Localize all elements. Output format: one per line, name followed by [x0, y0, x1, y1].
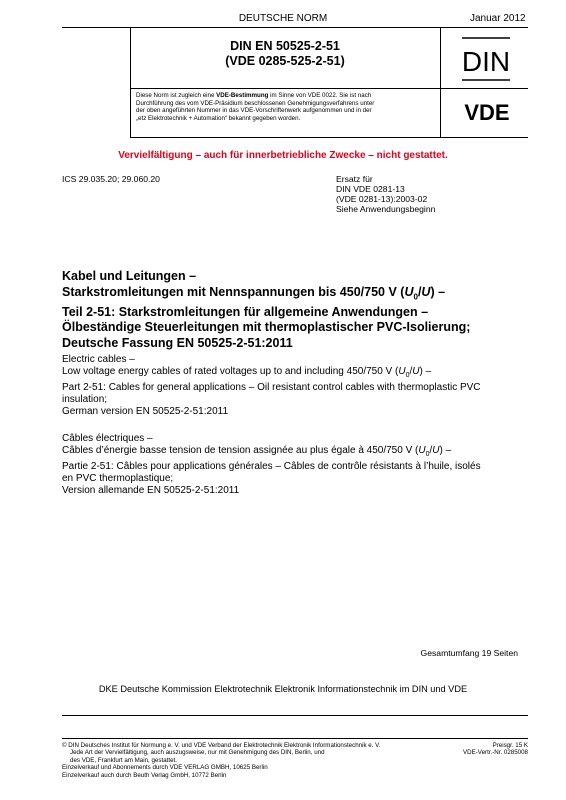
title-line: insulation; [62, 394, 108, 405]
din-logo-text: DIN [461, 46, 511, 77]
price-group: Preisgr. 15 K [492, 742, 528, 749]
title-line: Câbles électriques – [62, 433, 153, 444]
title-line: Version allemande EN 50525-2-51:2011 [62, 485, 240, 496]
title-line: Starkstromleitungen mit Nennspannungen bis 450/750 V $(U_0/U)$ – [62, 284, 446, 301]
publication-date: Januar 2012 [470, 13, 526, 24]
french-title [62, 433, 532, 497]
title-line: Part 2-51: Cables for general applications – Oil resistant control cables with thermoplastic PVC [62, 382, 481, 393]
replacement-line: Ersatz für [336, 174, 373, 184]
notice-text: im Sinne von VDE 0022. Sie ist nach [268, 92, 372, 99]
total-pages: Gesamtumfang 19 Seiten [420, 648, 518, 658]
title-line: Deutsche Fassung EN 50525-2-51:2011 [62, 335, 293, 350]
ics-codes: ICS 29.035.20; 29.060.20 [62, 174, 160, 184]
vde-notice [136, 92, 436, 122]
norm-type: DEUTSCHE NORM [238, 13, 328, 24]
title-line: German version EN 50525-2-51:2011 [62, 406, 229, 417]
box-divider [440, 27, 441, 137]
title-line: Câbles d’énergie basse tension de tension assignée au plus égale à 450/750 V $(U_0/U)$ – [62, 445, 452, 458]
header-rule [62, 27, 528, 28]
vde-logo-text: VDE [464, 100, 510, 124]
german-title [62, 269, 532, 351]
order-info [463, 742, 528, 757]
replacement-line: DIN VDE 0281-13 [336, 184, 405, 194]
copyright-line: des VDE, Frankfurt am Main, gestattet. [70, 756, 177, 764]
notice-line: „etz Elektrotechnik + Automation“ bekannt gegeben worden. [136, 114, 301, 122]
title-line: Electric cables – [62, 354, 135, 365]
title-box-rule [130, 88, 528, 89]
title-line: Kabel und Leitungen – [62, 269, 197, 283]
vde-logo-icon [451, 100, 523, 124]
notice-line: Durchführung des vom VDE-Präsidium beschlossenen Genehmigungsverfahrens unter [136, 99, 375, 107]
replacement-line: Siehe Anwendungsbeginn [336, 204, 436, 214]
copy-warning: Vervielfältigung – auch für innerbetriebliche Zwecke – nicht gestattet. [118, 150, 448, 161]
title-line: Partie 2-51: Câbles pour applications générales – Câbles de contrôle résistants à l’huile, isolés [62, 461, 481, 472]
notice-box-bottom-rule [130, 137, 528, 138]
copyright-block [62, 742, 380, 779]
order-number: VDE-Vertr.-Nr. 0285008 [463, 749, 528, 757]
box-left-border [130, 27, 131, 137]
footer-rule-bottom [62, 738, 528, 739]
replacement-line: (VDE 0281-13):2003-02 [336, 194, 428, 204]
title-line: Low voltage energy cables of rated voltages up to and including 450/750 V $(U_0/U)$ – [62, 366, 432, 379]
title-line: en PVC thermoplastique; [62, 473, 174, 484]
sales-line: Einzelverkauf und Abonnements durch VDE VERLAG GMBH, 10625 Berlin [62, 764, 268, 772]
notice-line: der oben angeführten Nummer in das VDE-Vorschriftenwerk aufgenommen und in der [136, 107, 372, 115]
copyright-line: Jede Art der Vervielfältigung, auch auszugsweise, nur mit Genehmigung des DIN, Berlin, und [70, 749, 325, 757]
title-line: Teil 2-51: Starkstromleitungen für allgemeine Anwendungen – [62, 304, 429, 319]
footer-rule-top [62, 715, 528, 716]
din-logo-icon [460, 37, 512, 81]
standard-number-din: DIN EN 50525-2-51 [230, 39, 340, 53]
copyright-line: © DIN Deutsches Institut für Normung e. V. und VDE Verband der Elektrotechnik Elektronik Informationstechnik e. V. [62, 742, 381, 749]
title-line: Ölbeständige Steuerleitungen mit thermoplastischer PVC-Isolierung; [62, 320, 471, 334]
english-title [62, 354, 532, 418]
notice-bold: VDE-Bestimmung [216, 92, 269, 99]
standard-number [130, 39, 440, 69]
replacement-info [336, 174, 435, 214]
dke-line: DKE Deutsche Kommission Elektrotechnik Elektronik Informationstechnik im DIN und VDE [98, 684, 468, 694]
sales-line: Einzelverkauf auch durch Beuth Verlag GmbH, 10772 Berlin [62, 771, 227, 779]
notice-text: Diese Norm ist zugleich eine [136, 92, 217, 99]
standard-number-vde: (VDE 0285-525-2-51) [225, 54, 345, 68]
